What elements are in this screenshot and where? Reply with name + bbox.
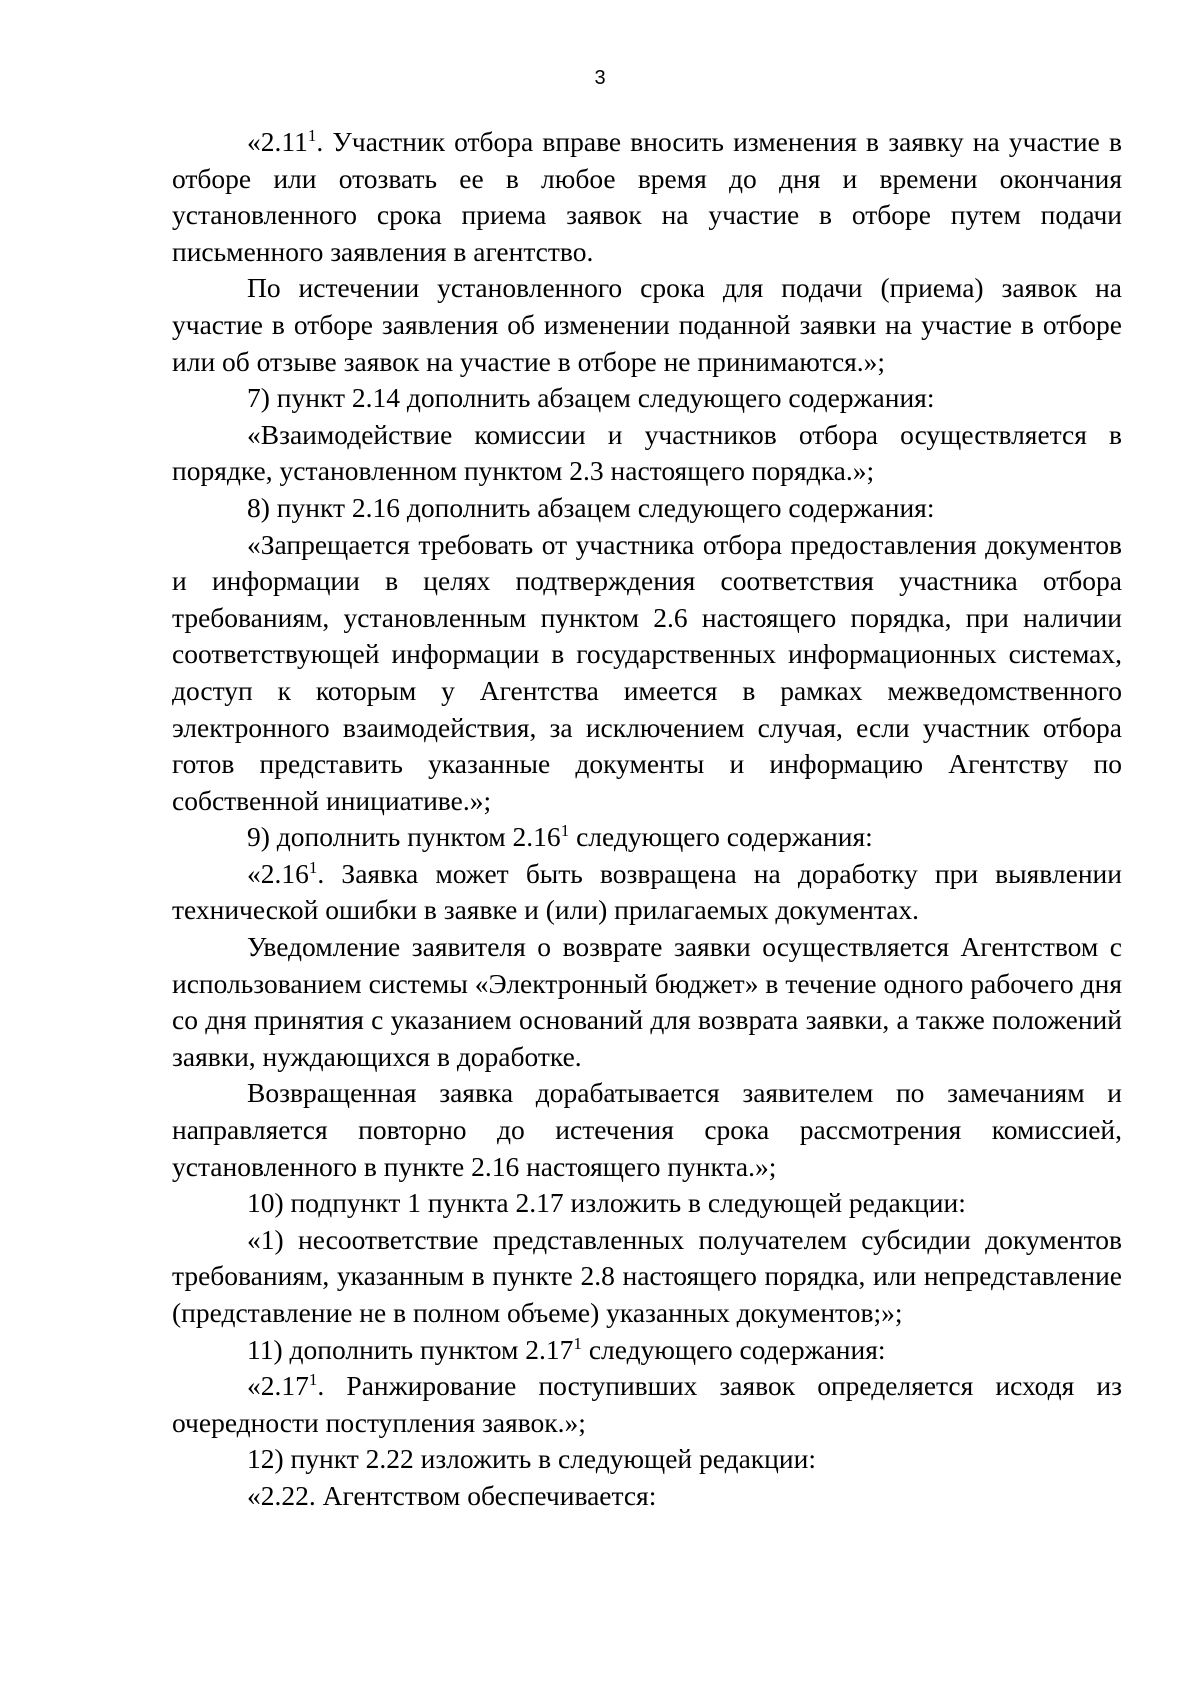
paragraph (172, 856, 1122, 929)
paragraph-text: 10) подпункт 1 пункта 2.17 изложить в следующей редакции: (247, 1187, 966, 1219)
superscript: 1 (560, 821, 570, 841)
paragraph (172, 1075, 1122, 1185)
paragraph-text: . Заявка может быть возвращена на доработку при выявлении технической ошибки в заявке и (или) прилагаемых документах. (172, 857, 1122, 926)
paragraph-text: «Взаимодействие комиссии и участников отбора осуществляется в порядке, установленном пунктом 2.3 настоящего порядка.»; (172, 418, 1122, 487)
paragraph (172, 1368, 1122, 1441)
paragraph (172, 819, 1122, 856)
paragraph-text: 9) дополнить пунктом 2.16 (247, 821, 561, 853)
paragraph-text: следующего содержания: (569, 821, 873, 853)
paragraph (172, 380, 1122, 417)
paragraph (172, 1441, 1122, 1478)
superscript: 1 (308, 1369, 318, 1389)
paragraph (172, 527, 1122, 820)
paragraph-text: «2.17 (247, 1370, 309, 1402)
paragraph-text: . Участник отбора вправе вносить изменения в заявку на участие в отборе или отозвать ее в любое время до дня и времени окончания установленного срока приема заявок на участие в отборе путем подачи письменного заявления в агентство. (172, 126, 1122, 267)
paragraph-text: «Запрещается требовать от участника отбора предоставления документов и информации в целях подтверждения соответствия участника отбора требованиям, установленным пунктом 2.6 настоящего порядка, при наличии соответствующей информации в государственных информационных системах, доступ к которым у Агентства имеется в рамках межведомственного электронного взаимодействия, за исключением случая, если участник отбора готов представить указанные документы и информацию Агентству по собственной инициативе.»; (172, 528, 1122, 816)
superscript: 1 (308, 857, 318, 877)
paragraph (172, 124, 1122, 270)
paragraph (172, 1478, 1122, 1515)
superscript: 1 (307, 125, 317, 145)
superscript: 1 (573, 1333, 582, 1353)
paragraph (172, 1185, 1122, 1222)
paragraph-text: следующего содержания: (581, 1333, 886, 1365)
paragraph-text: Возвращенная заявка дорабатывается заявителем по замечаниям и направляется повторно до истечения срока рассмотрения комиссией, установленного в пункте 2.16 настоящего пункта.»; (172, 1077, 1122, 1182)
paragraph-text: 11) дополнить пунктом 2.17 (247, 1333, 574, 1365)
paragraph-text: «2.22. Агентством обеспечивается: (247, 1479, 657, 1511)
paragraph-text: 12) пункт 2.22 изложить в следующей редакции: (247, 1443, 816, 1475)
page-number: 3 (594, 67, 606, 89)
document-body (172, 124, 1122, 1515)
paragraph-text: «2.11 (247, 126, 308, 157)
paragraph (172, 1222, 1122, 1332)
paragraph-text: «1) несоответствие представленных получателем субсидии документов требованиям, указанным в пункте 2.8 настоящего порядка, или непредставление (представление не в полном объеме) указанных документов;»; (172, 1223, 1122, 1328)
paragraph-text: По истечении установленного срока для подачи (приема) заявок на участие в отборе заявления об изменении поданной заявки на участие в отборе или об отзыве заявок на участие в отборе не принимаются.»; (172, 272, 1122, 377)
paragraph (172, 490, 1122, 527)
paragraph-text: . Ранжирование поступивших заявок определяется исходя из очередности поступления заявок.»; (172, 1370, 1122, 1438)
paragraph (172, 1332, 1122, 1369)
paragraph-text: 7) пункт 2.14 дополнить абзацем следующего содержания: (247, 382, 935, 414)
paragraph (172, 270, 1122, 380)
paragraph-text: 8) пункт 2.16 дополнить абзацем следующего содержания: (247, 491, 935, 523)
paragraph-text: Уведомление заявителя о возврате заявки осуществляется Агентством с использованием системы «Электронный бюджет» в течение одного рабочего дня со дня принятия с указанием оснований для возврата заявки, а также положений заявки, нуждающихся в доработке. (172, 931, 1122, 1072)
paragraph (172, 417, 1122, 490)
paragraph-text: «2.16 (247, 857, 309, 889)
paragraph (172, 929, 1122, 1075)
